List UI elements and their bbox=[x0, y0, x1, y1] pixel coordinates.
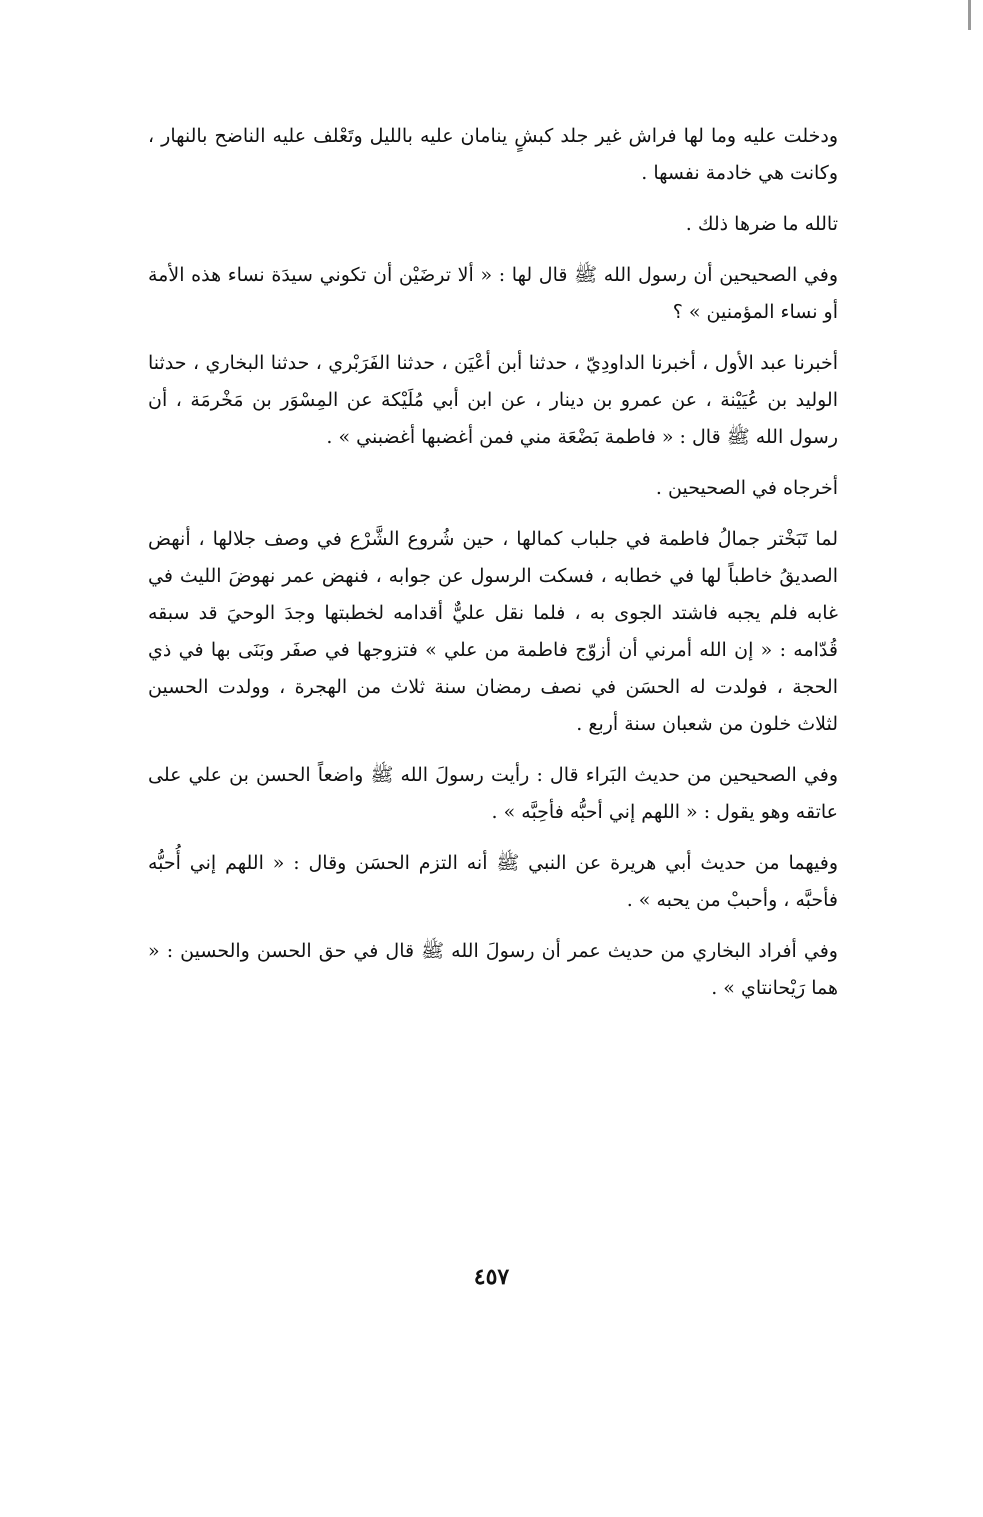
paragraph-7: وفي الصحيحين من حديث البَراء قال : رأيت رسولَ الله ﷺ واضعاً الحسن بن علي على عاتقه وهو يقول : « اللهم إني أحبُّه فأحِبَّه » . bbox=[148, 764, 838, 823]
paragraph-8: وفيهما من حديث أبي هريرة عن النبي ﷺ أنه التزم الحسَن وقال : « اللهم إني أُحبُّه فأحبَّه ، وأحببْ من يحبه » . bbox=[148, 852, 838, 911]
paragraph-4-isnad: أخبرنا عبد الأول ، أخبرنا الداودِيّ ، حدثنا أبن أعْيَن ، حدثنا الفَرَبْري ، حدثنا البخاري ، حدثنا الوليد بن عُيَيْنة ، عن عمرو بن دينار ، عن ابن أبي مُلَيْكة عن المِسْوَر بن مَخْرمَة ، أن رسول الله ﷺ قال : « فاطمة بَضْعَة مني فمن أغضبها أغضبني » . bbox=[148, 352, 838, 448]
paragraph-6: لما تَبَخْتر جمالُ فاطمة في جلباب كمالها ، حين شُروع الشَّرْع في وصف جلالها ، أنهض الصديقُ خاطباً لها في خطابه ، فسكت الرسول عن جوابه ، فنهض عمر نهوضَ الليث في غابه فلم يجبه فاشتد الجوى به ، فلما نقل عليٌّ أقدامه لخطبتها وجدَ الوحيَ قد سبقه قُدّامه : « إن الله أمرني أن أزوّج فاطمة من علي » فتزوجها في صفَر وبَنَى بها في ذي الحجة ، فولدت له الحسَن في نصف رمضان سنة ثلاث من الهجرة ، وولدت الحسين لثلاث خلون من شعبان سنة أربع . bbox=[148, 528, 838, 735]
paragraph-5: أخرجاه في الصحيحين . bbox=[655, 477, 838, 499]
page-number: ٤٥٧ bbox=[473, 1264, 510, 1290]
scan-edge-mark bbox=[968, 0, 971, 30]
page-body bbox=[148, 118, 838, 1021]
paragraph-9: وفي أفراد البخاري من حديث عمر أن رسولَ الله ﷺ قال في حق الحسن والحسين : « هما رَيْحانتاي » . bbox=[148, 940, 838, 999]
paragraph-1: ودخلت عليه وما لها فراش غير جلد كبشٍ ينامان عليه بالليل وتَعْلف عليه الناضح بالنهار ، وكانت هي خادمة نفسها . bbox=[148, 125, 838, 184]
paragraph-3: وفي الصحيحين أن رسول الله ﷺ قال لها : « ألا ترضَيْن أن تكوني سيدَة نساء هذه الأمة أو نساء المؤمنين » ؟ bbox=[148, 264, 838, 323]
paragraph-2: تالله ما ضرها ذلك . bbox=[685, 213, 838, 235]
